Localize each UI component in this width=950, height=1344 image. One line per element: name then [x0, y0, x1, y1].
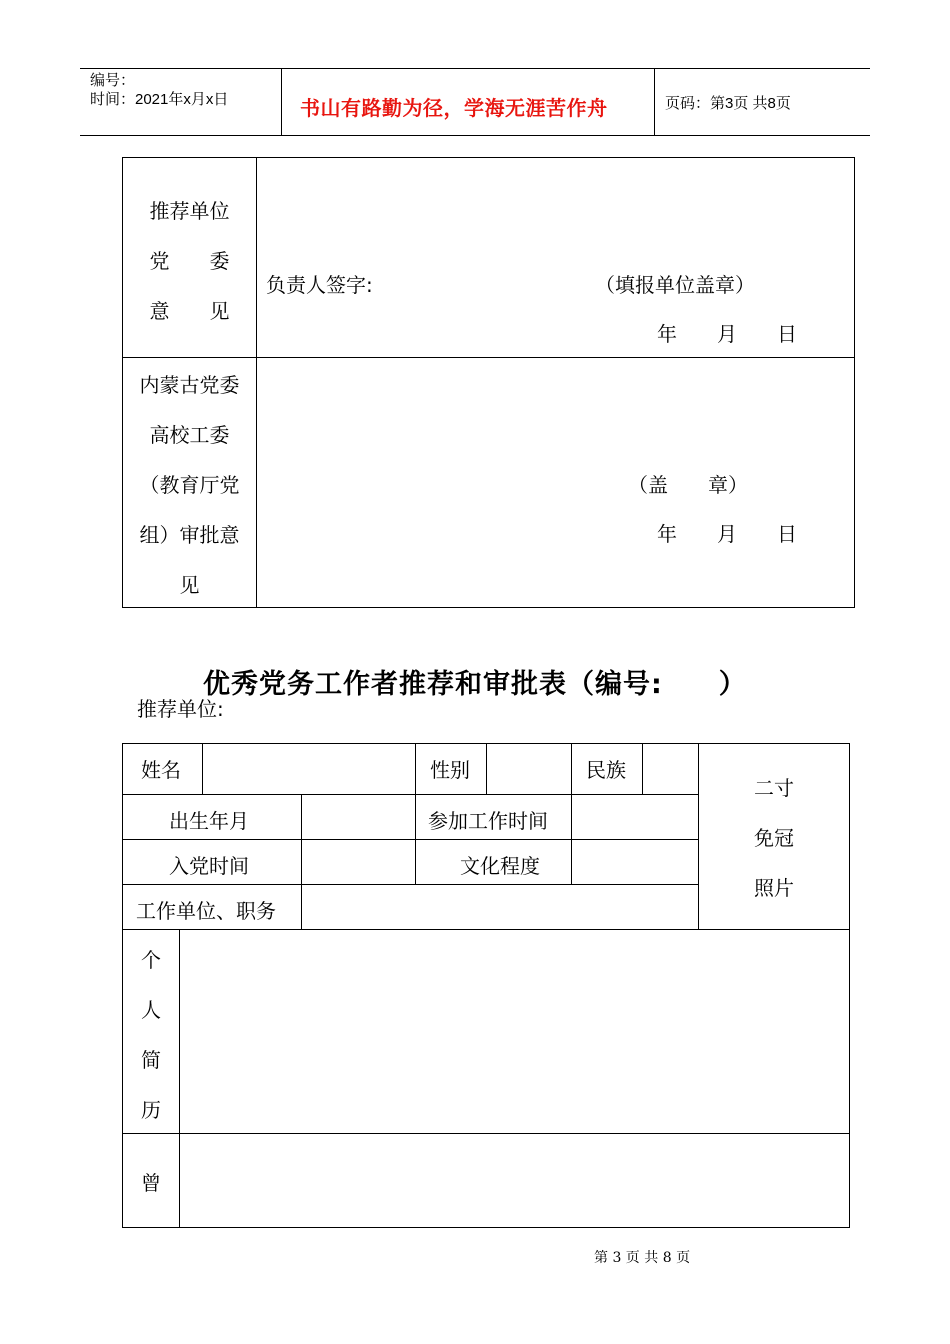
education-label: 文化程度	[460, 854, 540, 878]
header-motto: 书山有路勤为径，学海无涯苦作舟	[300, 96, 608, 120]
party-join-label: 入党时间	[169, 854, 249, 878]
stamp-label: （盖 章）	[628, 473, 748, 497]
unit-stamp-label: （填报单位盖章）	[595, 273, 755, 297]
gender-label: 性别	[430, 758, 470, 782]
document-number-label: 编号：	[90, 72, 136, 89]
work-start-label: 参加工作时间	[428, 809, 548, 833]
form-title: 优秀党务工作者推荐和审批表（编号: ）	[203, 669, 747, 700]
past-label: 曾	[141, 1171, 161, 1195]
recommend-unit-label: 推荐单位:	[137, 697, 224, 721]
page-footer: 第 3 页 共 8 页	[594, 1250, 691, 1266]
header-page-label: 页码：第3页 共8页	[665, 95, 791, 112]
row1-date-label: 年 月 日	[657, 322, 797, 346]
document-time-label: 时间：2021年x月x日	[90, 91, 229, 108]
approval-opinion-label: 内蒙古党委 高校工委 （教育厅党 组）审批意 见	[139, 373, 240, 597]
ethnicity-label: 民族	[586, 758, 626, 782]
signer-label: 负责人签字:	[266, 273, 373, 297]
photo-placeholder-label: 二寸 免冠 照片	[754, 776, 794, 900]
recommend-unit-opinion-label: 推荐单位 党 委 意 见	[149, 199, 230, 323]
name-label: 姓名	[141, 758, 181, 782]
personal-resume-label: 个 人 简 历	[141, 948, 161, 1122]
birth-label: 出生年月	[169, 809, 249, 833]
work-unit-label: 工作单位、职务	[136, 899, 276, 923]
row2-date-label: 年 月 日	[657, 522, 797, 546]
